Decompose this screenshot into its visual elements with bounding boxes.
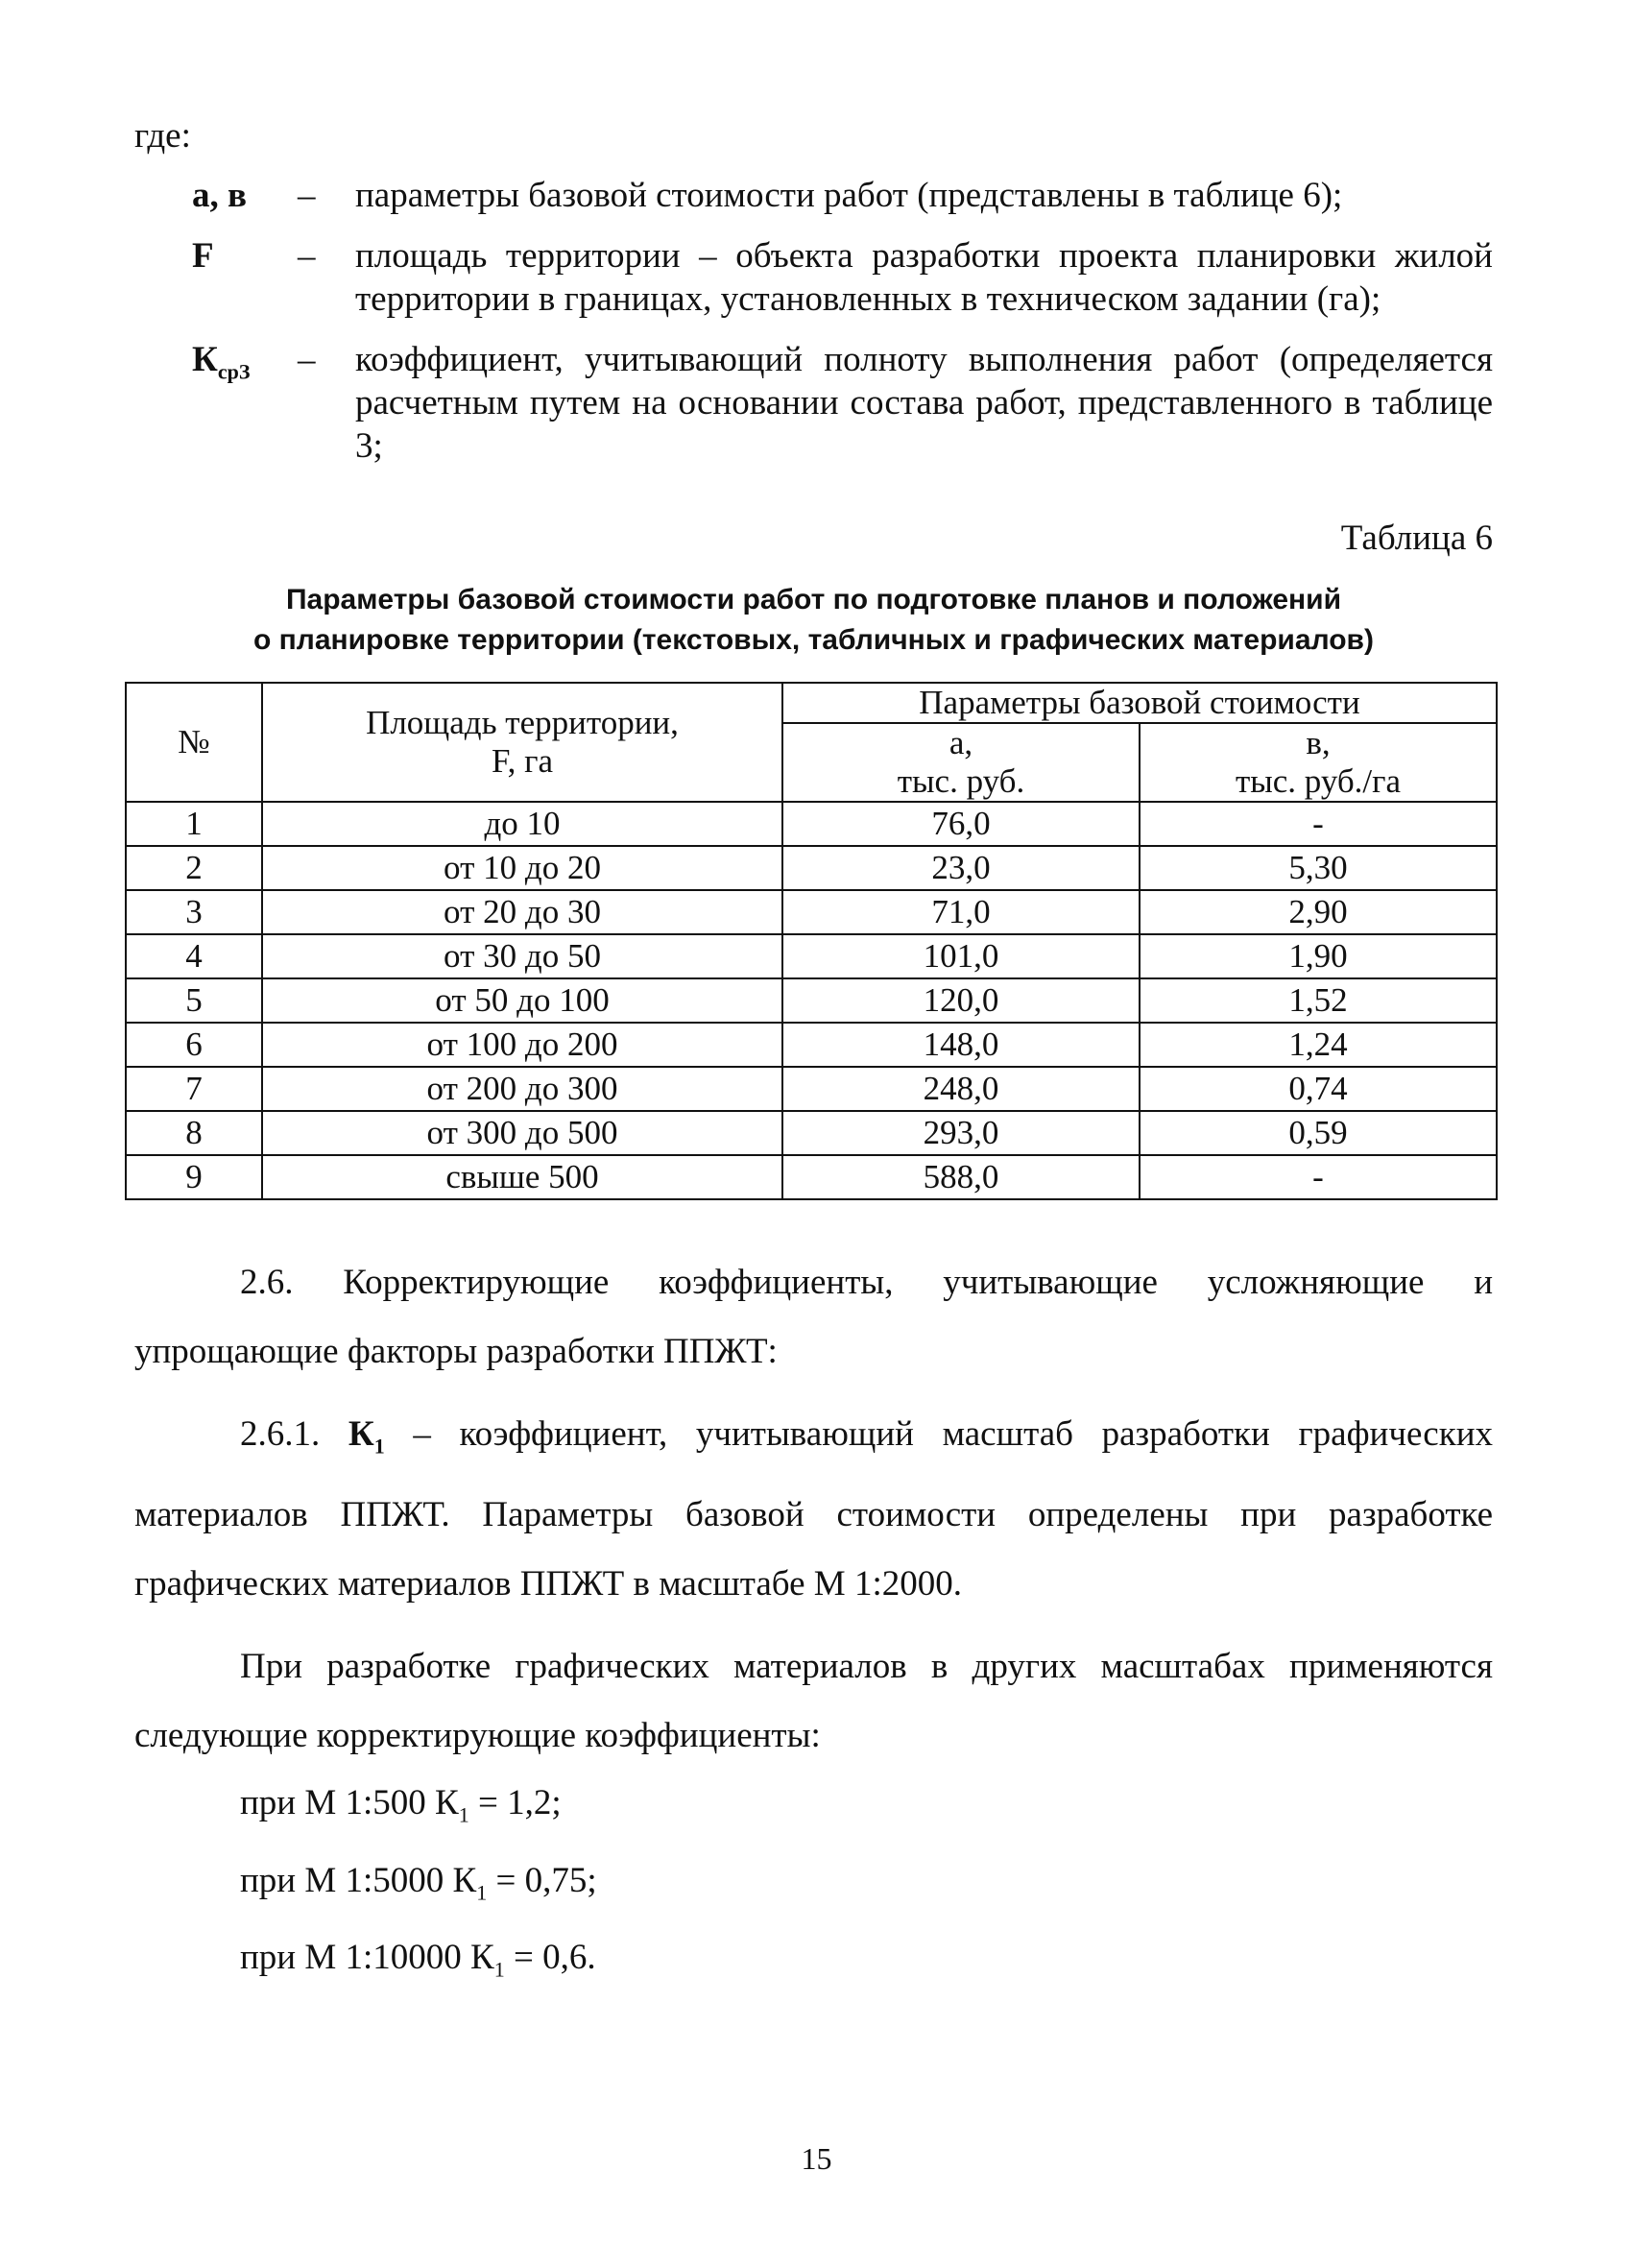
table-cell-n: 1 (126, 802, 262, 846)
definition-text: параметры базовой стоимости работ (представлены в таблице 6); (355, 176, 1343, 215)
table-cell-area: от 200 до 300 (262, 1067, 782, 1111)
table-cell-b: 1,52 (1140, 978, 1497, 1023)
table-cell-b: 5,30 (1140, 846, 1497, 890)
header-a: а, тыс. руб. (782, 723, 1140, 802)
table-row (126, 1067, 1497, 1111)
table-cell-n: 7 (126, 1067, 262, 1111)
header-b: в, тыс. руб./га (1140, 723, 1497, 802)
table-cell-area: до 10 (262, 802, 782, 846)
coefficient-item: при М 1:500 $К_1 = 1,2$; (240, 1783, 562, 1827)
table-cell-a: 148,0 (782, 1023, 1140, 1067)
coefficient-item: при М 1:10000 $К_1 = 0,6$. (240, 1938, 596, 1982)
table-cell-n: 3 (126, 890, 262, 934)
table-cell-a: 76,0 (782, 802, 1140, 846)
table-cell-a: 293,0 (782, 1111, 1140, 1155)
definition-dash: – (298, 176, 316, 215)
table-cell-area: от 20 до 30 (262, 890, 782, 934)
definition-item (134, 338, 1493, 468)
table-cell-b: 0,74 (1140, 1067, 1497, 1111)
table-row (126, 1111, 1497, 1155)
definition-term: $К_{срЗ}$ (192, 340, 251, 384)
definition-term: а, в (192, 176, 247, 215)
table-row (126, 1155, 1497, 1199)
table-title: Параметры базовой стоимости работ по подготовке планов и положений о планировке территории (текстовых, табличных и графических материалов) (253, 584, 1374, 656)
definition-dash: – (298, 236, 316, 276)
table-row (126, 978, 1497, 1023)
table-cell-a: 23,0 (782, 846, 1140, 890)
table-cell-n: 6 (126, 1023, 262, 1067)
table-label: Таблица 6 (1340, 519, 1493, 558)
table-row (126, 802, 1497, 846)
table-cell-n: 5 (126, 978, 262, 1023)
coefficient-item: при М 1:5000 $К_1 = 0,75$; (240, 1860, 597, 1905)
table-cell-a: 71,0 (782, 890, 1140, 934)
coefficient-list (134, 1771, 1493, 2002)
definition-text: площадь территории – объекта разработки проекта планировки жилой территории в границах, установленных в техническом задании (га); (355, 236, 1493, 319)
table-row (126, 890, 1497, 934)
table-cell-area: от 30 до 50 (262, 934, 782, 978)
table-cell-area: свыше 500 (262, 1155, 782, 1199)
table-cell-area: от 300 до 500 (262, 1111, 782, 1155)
definition-term: F (192, 236, 214, 276)
table-cell-b: - (1140, 1155, 1497, 1199)
table-cell-a: 120,0 (782, 978, 1140, 1023)
definition-item (134, 174, 1493, 217)
table-cell-b: 0,59 (1140, 1111, 1497, 1155)
table-row (126, 846, 1497, 890)
definition-text: коэффициент, учитывающий полноту выполнения работ (определяется расчетным путем на основании состава работ, представленного в таблице 3; (355, 340, 1493, 466)
page-number: 15 (801, 2141, 832, 2176)
section-2-6: 2.6. Корректирующие коэффициенты, учитывающие усложняющие и упрощающие факторы разработки ППЖТ: (134, 1263, 1493, 1371)
header-group: Параметры базовой стоимости (782, 683, 1497, 723)
header-no: № (126, 683, 262, 802)
table-cell-n: 8 (126, 1111, 262, 1155)
table-row (126, 934, 1497, 978)
definition-item (134, 234, 1493, 321)
definitions-list (134, 174, 1493, 468)
table-cell-b: 1,24 (1140, 1023, 1497, 1067)
table-cell-area: от 50 до 100 (262, 978, 782, 1023)
table-cell-b: 2,90 (1140, 890, 1497, 934)
table-cell-a: 248,0 (782, 1067, 1140, 1111)
table-cell-n: 4 (126, 934, 262, 978)
table-cell-a: 588,0 (782, 1155, 1140, 1199)
table-row (126, 1023, 1497, 1067)
table-cell-b: - (1140, 802, 1497, 846)
document-page (134, 115, 1493, 2003)
table-cell-n: 2 (126, 846, 262, 890)
table-cell-area: от 10 до 20 (262, 846, 782, 890)
parameters-table (125, 682, 1498, 1200)
section-other-scales: При разработке графических материалов в других масштабах применяются следующие корректирующие коэффициенты: (134, 1647, 1493, 1756)
table-cell-n: 9 (126, 1155, 262, 1199)
table-cell-area: от 100 до 200 (262, 1023, 782, 1067)
table-cell-a: 101,0 (782, 934, 1140, 978)
header-area: Площадь территории, F, га (262, 683, 782, 802)
where-label: где: (134, 116, 191, 156)
definition-dash: – (298, 340, 316, 379)
table-cell-b: 1,90 (1140, 934, 1497, 978)
section-2-6-1: 2.6.1. $К_1$ – коэффициент, учитывающий масштаб разработки графических материалов ППЖТ. Параметры базовой стоимости определены при разработке графических материалов ППЖТ в масштабе М 1:2000. (134, 1414, 1493, 1604)
